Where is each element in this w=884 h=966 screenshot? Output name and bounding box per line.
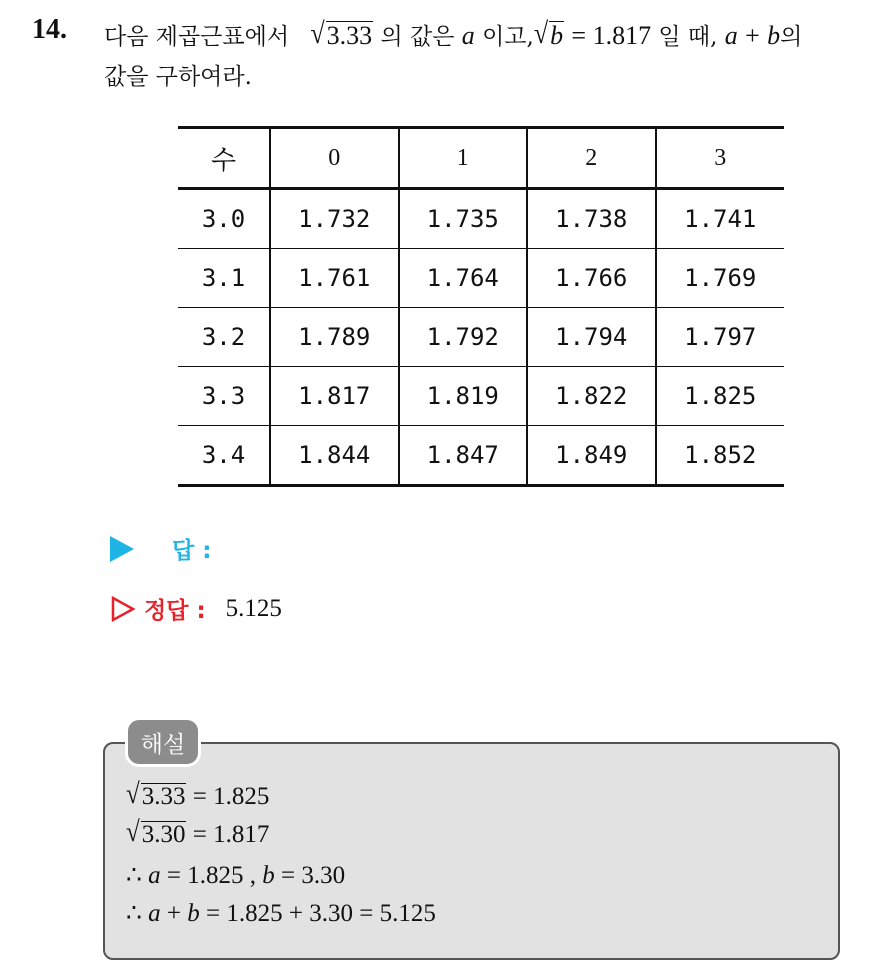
table-cell: 1.764	[399, 249, 528, 308]
question-text-part: 일 때,	[658, 24, 718, 50]
table-cell: 1.735	[399, 189, 528, 249]
variable-b: b	[767, 21, 781, 50]
table-cell: 1.792	[399, 308, 528, 367]
radical-sign-icon: √	[533, 16, 549, 50]
table-cell: 1.741	[656, 189, 785, 249]
plus-sign: +	[166, 900, 182, 927]
table-row	[178, 426, 784, 486]
question-number: 14.	[32, 14, 67, 45]
plus-sign: +	[745, 21, 760, 50]
sqrt-expression	[126, 778, 186, 811]
table-header-cell: 3	[656, 128, 785, 189]
radical-sign-icon: √	[310, 16, 325, 50]
question-text-part: 의	[780, 24, 803, 50]
equation-rhs: = 1.825 + 3.30 = 5.125	[206, 900, 436, 927]
correct-answer-label: 정답 :	[144, 598, 206, 624]
table-row	[178, 367, 784, 426]
table-cell: 1.819	[399, 367, 528, 426]
therefore-symbol: ∴	[126, 862, 142, 889]
table-cell: 1.738	[527, 189, 656, 249]
sqrt-expression	[310, 16, 373, 51]
variable-b: b	[262, 862, 275, 889]
table-cell: 1.847	[399, 426, 528, 486]
square-root-table	[178, 126, 784, 487]
therefore-symbol: ∴	[126, 900, 142, 927]
explanation-tag: 해설	[128, 720, 198, 764]
table-cell: 1.732	[270, 189, 399, 249]
radical-sign-icon: √	[126, 778, 140, 810]
question-text-part: 다음 제곱근표에서	[104, 24, 290, 50]
equation-part: = 1.825 ,	[166, 862, 257, 889]
table-cell: 1.769	[656, 249, 785, 308]
table-cell: 1.789	[270, 308, 399, 367]
table-row	[178, 308, 784, 367]
correct-answer-value: 5.125	[225, 594, 282, 622]
sqrt-radicand: 3.33	[141, 783, 186, 810]
sqrt-radicand: b	[550, 21, 564, 50]
answer-label: 답 :	[172, 538, 212, 564]
explanation-line	[126, 778, 270, 811]
table-header-row	[178, 128, 784, 189]
variable-a: a	[461, 21, 475, 50]
variable-b: b	[187, 900, 200, 927]
table-header-cell: 0	[270, 128, 399, 189]
table-cell: 1.797	[656, 308, 785, 367]
sqrt-expression	[126, 816, 186, 849]
table-cell: 3.2	[178, 308, 270, 367]
table-header-cell: 2	[527, 128, 656, 189]
question-equation: = 1.817	[571, 21, 652, 50]
filled-triangle-icon	[110, 536, 134, 562]
outline-triangle-icon	[110, 596, 136, 622]
table-cell: 1.761	[270, 249, 399, 308]
question-text-line1	[104, 18, 802, 51]
table-row	[178, 249, 784, 308]
equation-part: = 3.30	[281, 862, 346, 889]
question-text-part: 이고,	[482, 24, 534, 50]
table-cell: 1.849	[527, 426, 656, 486]
table-header-cell: 수	[178, 128, 270, 189]
table-cell: 1.766	[527, 249, 656, 308]
table-cell: 1.844	[270, 426, 399, 486]
variable-a: a	[724, 21, 738, 50]
question-text-part: 의 값은	[380, 24, 455, 50]
table-cell: 1.822	[527, 367, 656, 426]
equation-rhs: = 1.825	[192, 783, 270, 810]
explanation-line	[126, 860, 345, 890]
equation-rhs: = 1.817	[192, 821, 270, 848]
explanation-line	[126, 898, 436, 928]
table-cell: 1.794	[527, 308, 656, 367]
table-cell: 1.817	[270, 367, 399, 426]
table-cell: 3.0	[178, 189, 270, 249]
table-cell: 1.825	[656, 367, 785, 426]
answer-row	[110, 532, 211, 565]
question-text-line2: 값을 구하여라.	[104, 64, 252, 90]
table-cell: 3.4	[178, 426, 270, 486]
variable-a: a	[148, 862, 161, 889]
radical-sign-icon: √	[126, 816, 140, 848]
table-header-cell: 1	[399, 128, 528, 189]
sqrt-expression	[533, 16, 564, 51]
table-row	[178, 189, 784, 249]
sqrt-radicand: 3.33	[326, 21, 373, 50]
table-cell: 3.1	[178, 249, 270, 308]
explanation-line	[126, 816, 270, 849]
correct-answer-row	[110, 592, 282, 625]
table-cell: 3.3	[178, 367, 270, 426]
table-cell: 1.852	[656, 426, 785, 486]
sqrt-radicand: 3.30	[141, 821, 186, 848]
variable-a: a	[148, 900, 161, 927]
